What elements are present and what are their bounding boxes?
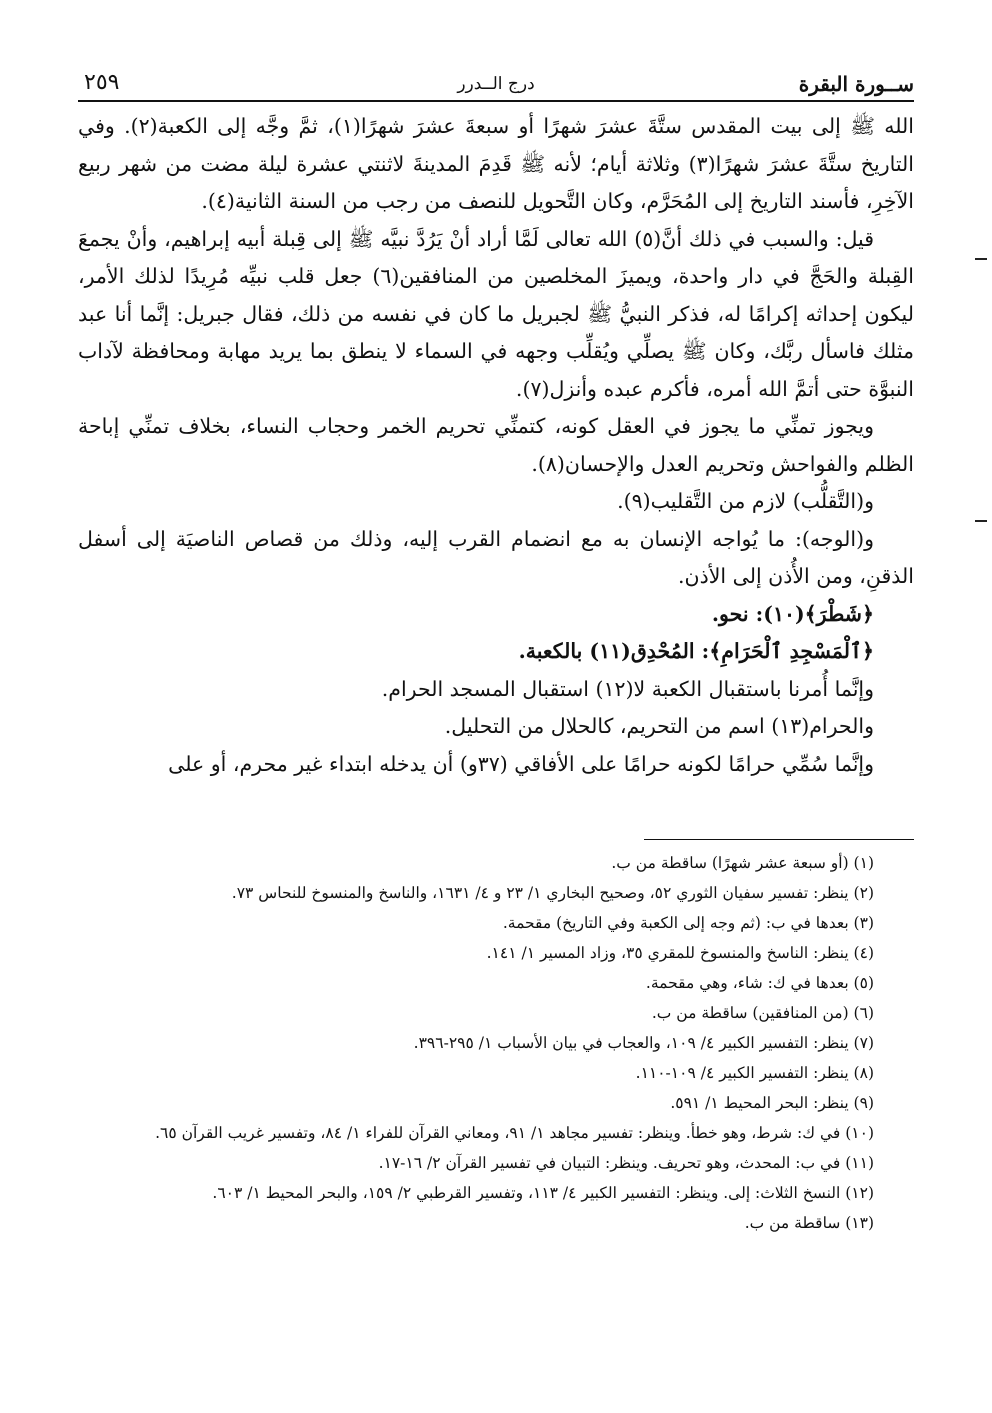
- paragraph: والحرام(١٣) اسم من التحريم، كالحلال من التحليل.: [444, 714, 874, 738]
- footnote: (٧) ينظر: التفسير الكبير ٤/ ١٠٩، والعجاب في بيان الأسباب ١/ ٢٩٥-٣٩٦.: [413, 1034, 874, 1052]
- paragraph: و(الوجه): ما يُواجه الإنسان به مع انضمام القرب إليه، وذلك من قصاص الناصيَة إلى أسفل الذقنِ، ومن الأُذن إلى الأذن.: [78, 526, 914, 588]
- quran-term-line: ﴿ٱلْمَسْجِدِ ٱلْحَرَامِ﴾: المُحْدِق(١١) بالكعبة.: [518, 639, 874, 663]
- page-number: ٢٥٩: [84, 70, 120, 95]
- footnote: (١٢) النسخ الثلاث: إلى. وينظر: التفسير الكبير ٤/ ١١٣، وتفسير القرطبي ٢/ ١٥٩، والبحر المحيط ١/ ٦٠٣.: [212, 1184, 874, 1202]
- footnote: (١) (أو سبعة عشر شهرًا) ساقطة من ب.: [611, 854, 874, 872]
- paragraph: و(التَّقلُّب) لازم من التَّقليب(٩).: [617, 489, 874, 513]
- book-page: [78, 70, 914, 1238]
- footnote: (٦) (من المنافقين) ساقطة من ب.: [651, 1004, 874, 1022]
- paragraph: وإنَّما أُمرنا باستقبال الكعبة لا(١٢) استقبال المسجد الحرام.: [381, 676, 874, 701]
- chapter-title: ســورة البقرة: [798, 72, 914, 96]
- paragraph: الله ﷺ إلى بيت المقدس ستَّةَ عشرَ شهرًا أو سبعةَ عشرَ شهرًا(١)، ثمَّ وجَّه إلى الكعبة(٢). وفي التاريخ ستَّةَ عشرَ شهرًا(٣) وثلاثة أيام؛ لأنه ﷺ قَدِمَ المدينةَ لاثنتي عشرة ليلة مضت من شهر ربيع الآخِرِ، فأسند التاريخ إلى المُحَرَّم، وكان التَّحويل للنصف من رجب من السنة الثانية(٤).: [78, 114, 914, 213]
- footnote: (٥) بعدها في ك: شاء، وهي مقحمة.: [645, 974, 874, 992]
- paragraph: وإنَّما سُمِّي حرامًا لكونه حرامًا على الأفاقي (٣٧و) أن يدخله ابتداء غير محرم، أو على: [168, 751, 874, 776]
- footnote: (٤) ينظر: الناسخ والمنسوخ للمقري ٣٥، وزاد المسير ١/ ١٤١.: [486, 944, 874, 962]
- footnote: (٣) بعدها في ب: (ثم وجه إلى الكعبة وفي التاريخ) مقحمة.: [502, 914, 874, 932]
- footnote: (١٠) في ك: شرط، وهو خطأ. وينظر: تفسير مجاهد ١/ ٩١، ومعاني القرآن للفراء ١/ ٨٤، وتفسير غريب القرآن ٦٥.: [155, 1124, 874, 1142]
- footnote: (٨) ينظر: التفسير الكبير ٤/ ١٠٩-١١٠.: [635, 1064, 874, 1082]
- quran-term-line: ﴿شَطْرَ﴾(١٠): نحو.: [711, 601, 874, 626]
- scan-mark: [975, 520, 987, 522]
- scan-mark: [975, 258, 987, 260]
- footnotes: [78, 848, 914, 1238]
- footnote: (١٣) ساقطة من ب.: [744, 1214, 874, 1232]
- footnote: (٩) ينظر: البحر المحيط ١/ ٥٩١.: [670, 1094, 874, 1112]
- paragraph: قيل: والسبب في ذلك أنَّ(٥) الله تعالى لَمَّا أراد أنْ يَرُدَّ نبيَّه ﷺ إلى قِبلة أبيه إبراهيم، وأنْ يجمعَ القِبلة والحَجَّ في دار واحدة، ويميزَ المخلصين من المنافقين(٦) جعل قلب نبيِّه مُرِيدًا لذلك الأمر، ليكون إحداثه إكرامًا له، فذكر النبيُّ ﷺ لجبريل ما كان في نفسه من ذلك، فقال جبريل: إنَّما أنا عبد مثلك فاسأل ربَّك، وكان ﷺ يصلِّي ويُقلِّب وجهه في السماء لا ينطق بما يريد مهابة ومحافظة لآداب النبوَّة حتى أتمَّ الله أمره، فأكرم عبده وأنزل(٧).: [78, 226, 914, 401]
- footnote-separator: [644, 839, 914, 840]
- main-text: [78, 108, 914, 783]
- book-title: درج الــدرر: [457, 74, 535, 94]
- paragraph: ويجوز تمنِّي ما يجوز في العقل كونه، كتمنِّي تحريم الخمر وحجاب النساء، بخلاف تمنِّي إباحة الظلم والفواحش وتحريم العدل والإحسان(٨).: [78, 414, 914, 476]
- running-header: [78, 70, 914, 102]
- footnote: (١١) في ب: المحدث، وهو تحريف. وينظر: التبيان في تفسير القرآن ٢/ ١٦-١٧.: [378, 1154, 874, 1172]
- footnote: (٢) ينظر: تفسير سفيان الثوري ٥٢، وصحيح البخاري ١/ ٢٣ و ٤/ ١٦٣١، والناسخ والمنسوخ للنحاس ٧٣.: [231, 884, 874, 902]
